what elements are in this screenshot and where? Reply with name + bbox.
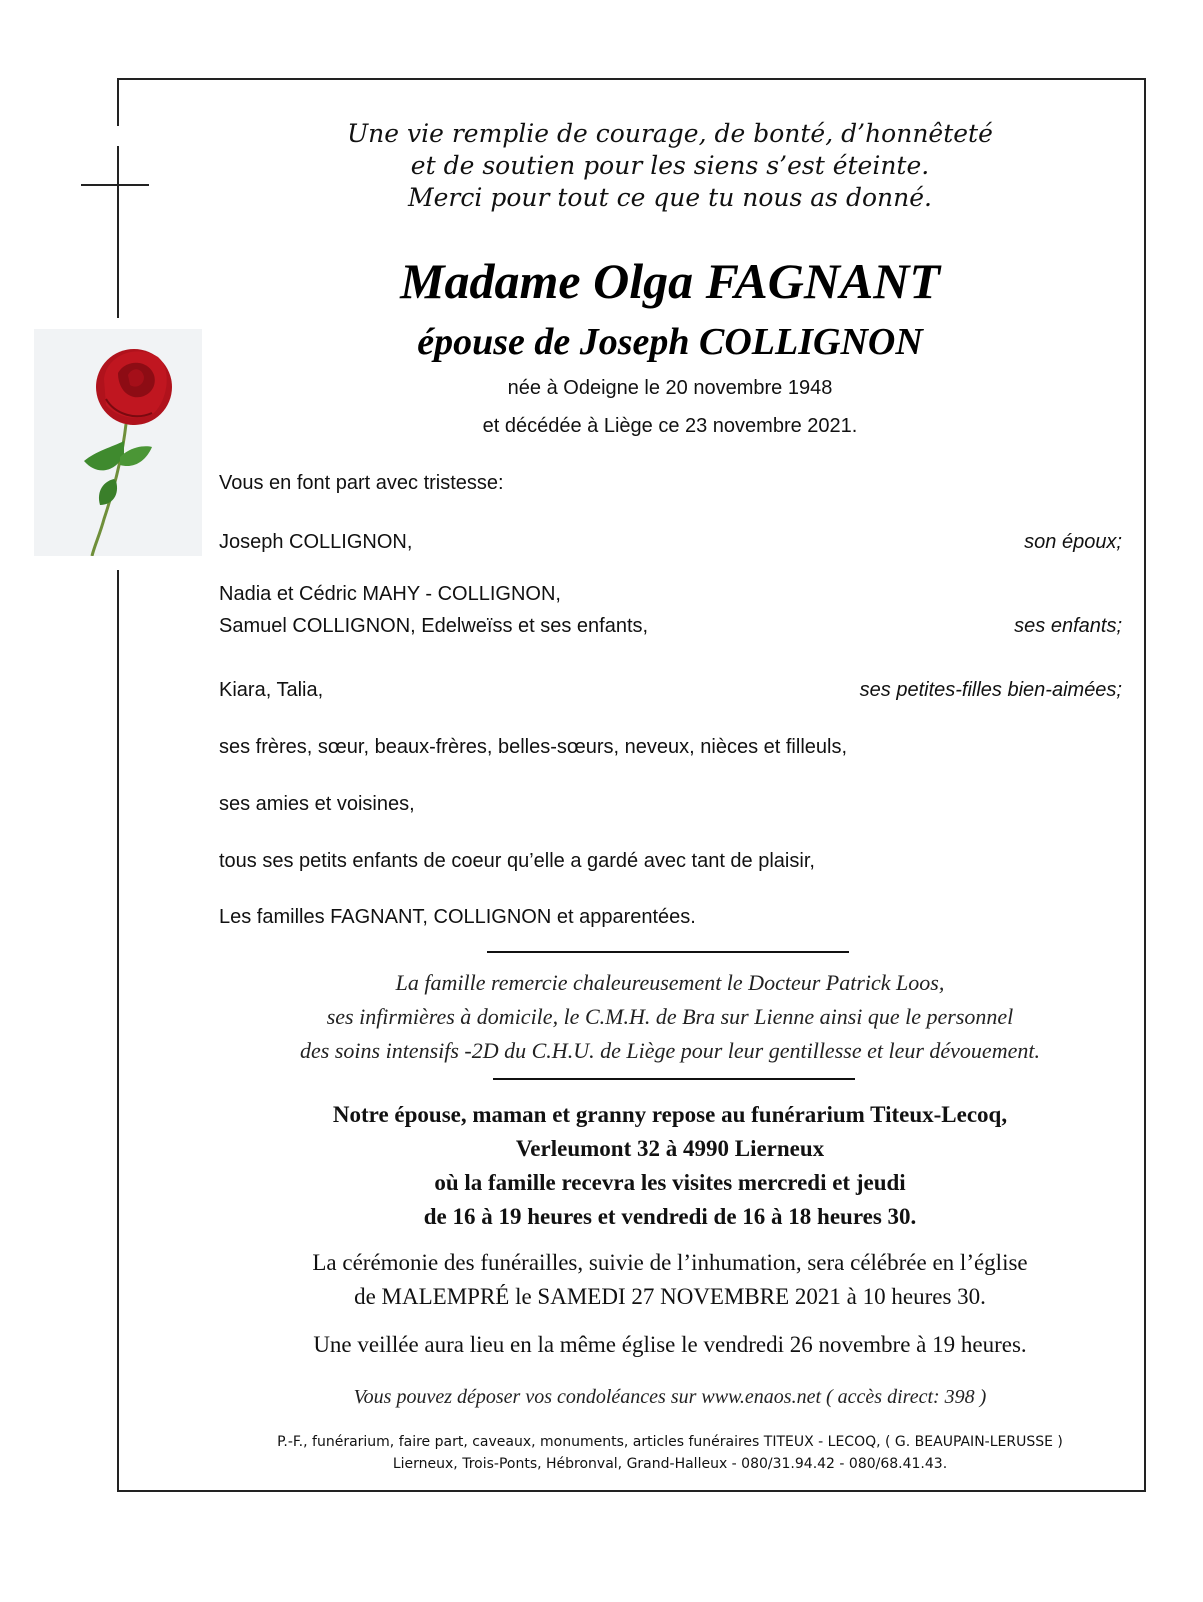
family-heart-grandchildren: tous ses petits enfants de coeur qu’elle a gardé avec tant de plaisir, — [219, 850, 815, 872]
epitaph-line: Merci pour tout ce que tu nous as donné. — [408, 183, 932, 212]
family-grandchildren-role: ses petites-filles bien-aimées; — [859, 679, 1122, 701]
family-children-line-2: Samuel COLLIGNON, Edelweïss et ses enfants, — [219, 615, 649, 637]
frame-right-border — [1144, 78, 1146, 1490]
frame-top-border — [118, 78, 1146, 80]
family-children-role: ses enfants; — [1014, 615, 1122, 637]
footer-line: P.-F., funérarium, faire part, caveaux, monuments, articles funéraires TITEUX - LECOQ, ( G. BEAUPAIN-LERUSSE ) — [277, 1434, 1063, 1450]
thanks-line: des soins intensifs -2D du C.H.U. de Liège pour leur gentillesse et leur dévouement. — [300, 1038, 1040, 1063]
divider — [487, 951, 849, 953]
condolences-line: Vous pouvez déposer vos condoléances sur www.enaos.net ( accès direct: 398 ) — [353, 1386, 987, 1408]
epitaph-line: et de soutien pour les siens s’est éteinte. — [410, 151, 930, 180]
family-spouse-role: son époux; — [1024, 531, 1122, 553]
cross-icon-bar — [81, 184, 149, 186]
funeral-home-footer — [220, 1431, 1120, 1475]
vigil-line: Une veillée aura lieu en la même église le vendredi 26 novembre à 19 heures. — [313, 1332, 1027, 1357]
family-friends: ses amies et voisines, — [219, 793, 415, 815]
ceremony-line: de MALEMPRÉ le SAMEDI 27 NOVEMBRE 2021 à 10 heures 30. — [354, 1284, 986, 1309]
thanks-line: La famille remercie chaleureusement le Docteur Patrick Loos, — [395, 970, 945, 995]
spouse-line: épouse de Joseph COLLIGNON — [417, 321, 923, 363]
ceremony-block — [220, 1246, 1120, 1314]
rose-image — [34, 329, 202, 556]
frame-left-border-bottom — [117, 570, 119, 1492]
visitation-line: où la famille recevra les visites mercredi et jeudi — [434, 1170, 906, 1195]
family-children-line-1: Nadia et Cédric MAHY - COLLIGNON, — [219, 583, 561, 605]
death-line: et décédée à Liège ce 23 novembre 2021. — [482, 415, 858, 437]
visitation-line: de 16 à 19 heures et vendredi de 16 à 18 heures 30. — [423, 1204, 917, 1229]
visitation-line: Notre épouse, maman et granny repose au funérarium Titeux-Lecoq, — [332, 1102, 1008, 1127]
visitation-block — [220, 1098, 1120, 1234]
family-grandchildren-names: Kiara, Talia, — [219, 679, 324, 701]
frame-left-border-top — [117, 78, 119, 126]
family-spouse-name: Joseph COLLIGNON, — [219, 531, 413, 553]
visitation-line: Verleumont 32 à 4990 Lierneux — [515, 1136, 825, 1161]
announcement-intro: Vous en font part avec tristesse: — [219, 472, 504, 494]
thanks-block — [220, 966, 1120, 1068]
ceremony-line: La cérémonie des funérailles, suivie de l’inhumation, sera célébrée en l’église — [312, 1250, 1028, 1275]
frame-bottom-border — [118, 1490, 1146, 1492]
birth-line: née à Odeigne le 20 novembre 1948 — [507, 377, 833, 399]
family-families: Les familles FAGNANT, COLLIGNON et apparentées. — [219, 906, 696, 928]
divider — [493, 1078, 855, 1080]
thanks-line: ses infirmières à domicile, le C.M.H. de Bra sur Lienne ainsi que le personnel — [326, 1004, 1014, 1029]
footer-line: Lierneux, Trois-Ponts, Hébronval, Grand-Halleux - 080/31.94.42 - 080/68.41.43. — [392, 1456, 948, 1472]
deceased-name: Madame Olga FAGNANT — [400, 253, 940, 309]
epitaph — [320, 118, 1020, 214]
cross-icon — [117, 146, 119, 318]
epitaph-line: Une vie remplie de courage, de bonté, d’honnêteté — [347, 119, 993, 148]
rose-icon — [34, 329, 202, 556]
family-siblings: ses frères, sœur, beaux-frères, belles-sœurs, neveux, nièces et filleuls, — [219, 736, 848, 758]
